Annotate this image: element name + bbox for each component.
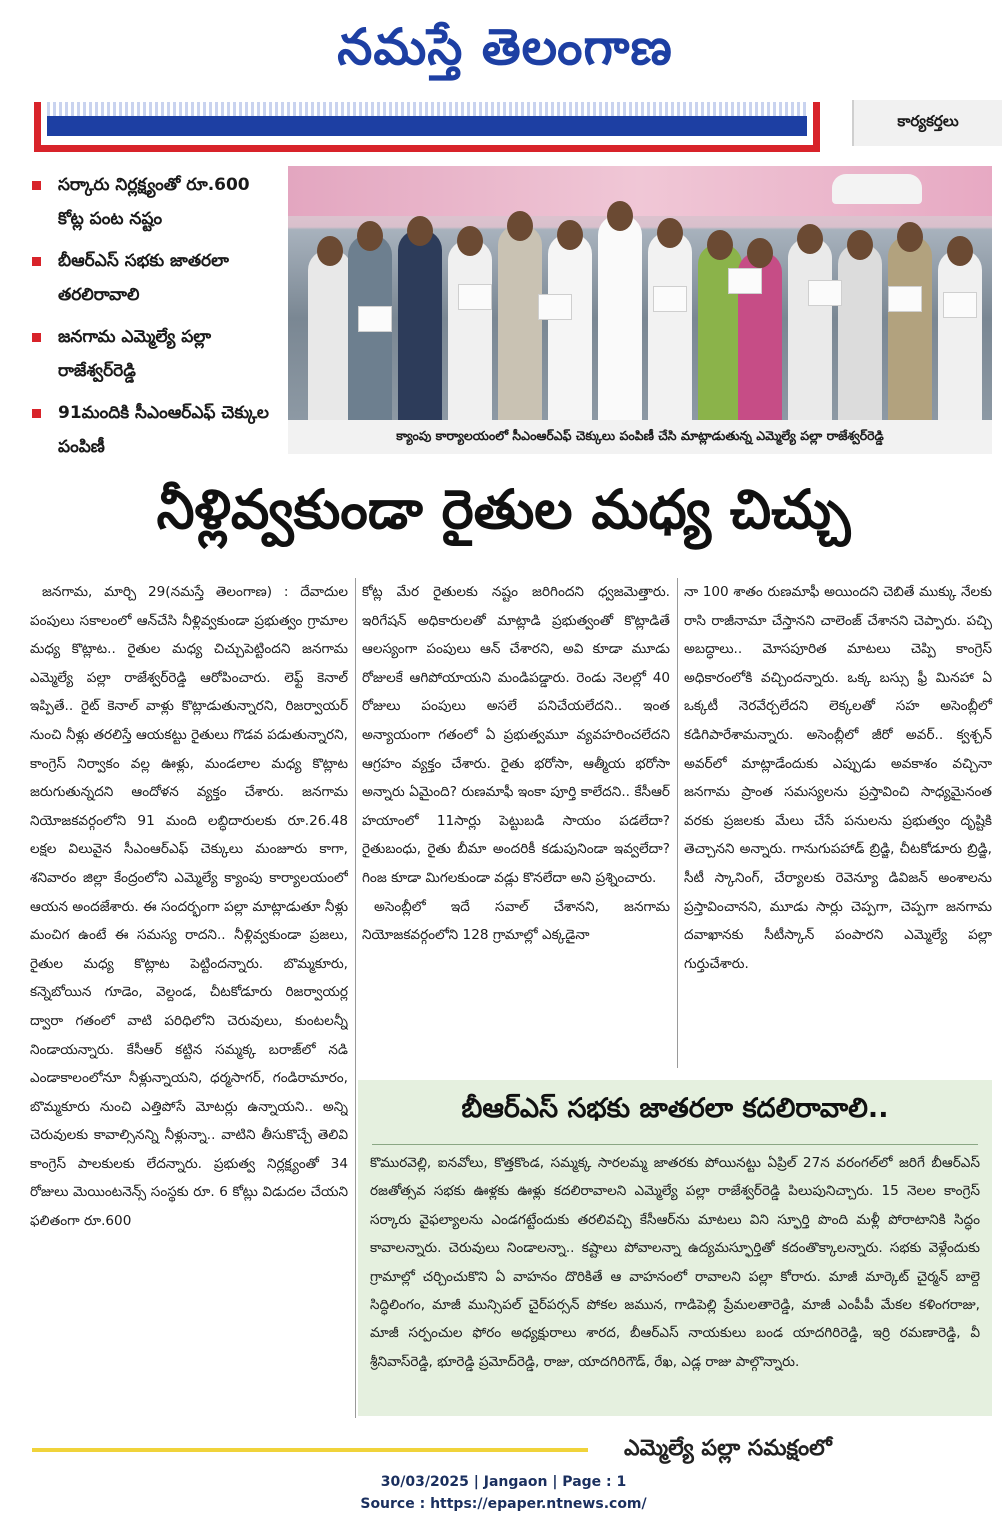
- masthead-bar: [34, 102, 820, 152]
- footer-source[interactable]: Source : https://epaper.ntnews.com/: [360, 1496, 647, 1512]
- highlight-item: [32, 396, 280, 464]
- photo-person: [648, 232, 692, 420]
- highlight-text: జనగామ ఎమ్మెల్యే పల్లా రాజేశ్వర్‌రెడ్డి: [58, 327, 212, 381]
- masthead-title: నమస్తే తెలంగాణ: [337, 17, 673, 76]
- photo-head: [457, 226, 483, 256]
- photo-head: [357, 221, 383, 251]
- article-paragraph: జనగామ, మార్చి 29(నమస్తే తెలంగాణ) : దేవాదుల పంపులు సకాలంలో ఆన్‌చేసి నీళ్లివ్వకుండా ప్రభుత్వం గ్రామాల మధ్య కొట్లాట.. రైతుల మధ్య చిచ్చుపెట్టిందని జనగామ ఎమ్మెల్యే పల్లా రాజేశ్వర్‌రెడ్డి ఆరోపించారు. లెఫ్ట్ కెనాల్ ఇప్పితే.. రైట్ కెనాల్ వాళ్లు కొట్లాడుతున్నారని, రిజర్వాయర్ నుంచి నీళ్లు తరలిస్తే ఆయకట్టు రైతులు గొడవ పడుతున్నారని, కాంగ్రెస్ నిర్వాకం వల్ల ఊళ్లు, మండలాల మధ్య కొట్లాట జరుగుతున్నదని ఆందోళన వ్యక్తం చేశారు. జనగామ నియోజకవర్గంలోని 91 మంది లబ్ధిదారులకు రూ.26.48 లక్షల విలువైన సీఎంఆర్‌ఎఫ్ చెక్కులు మంజూరు కాగా, శనివారం జిల్లా కేంద్రంలోని ఎమ్మెల్యే క్యాంపు కార్యాలయంలో ఆయన అందజేశారు. ఈ సందర్భంగా పల్లా మాట్లాడుతూ నీళ్లు మంచిగ ఉంటే ఈ సమస్య రాదని.. నీళ్లివ్వకుండా ప్రజలు, రైతుల మధ్య కొట్లాట పెట్టిందన్నారు. బొమ్మకూరు, కన్నెబోయిన గూడెం, వెల్దండ, చీటకోడూరు రిజర్వాయర్ల ద్వారా గతంలో వాటి పరిధిలోని చెరువులు, కుంటలన్నీ నిండాయన్నారు. కేసీఆర్ కట్టిన సమ్మక్క బరాజ్‌లో నడి ఎండాకాలంలోనూ నీళ్లున్నాయని, ధర్మసాగర్, గండిరామారం, బొమ్మకూరు నుంచి ఎత్తిపోసే మోటర్లు ఉన్నాయని.. అన్ని చెరువులకు కావాల్సినన్ని నీళ్లున్నా.. వాటిని తీసుకొచ్చే తెలివి కాంగ్రెస్ పాలకులకు లేదన్నారు. ప్రభుత్వ నిర్లక్ష్యంతో 34 రోజులు మెయింటనెన్స్ సంస్థకు రూ. 6 కోట్లు విడుదల చేయని ఫలితంగా రూ.600: [30, 584, 348, 1230]
- photo-certificate: [538, 294, 572, 320]
- article-column-2: [362, 578, 670, 950]
- photo-certificate: [888, 286, 922, 312]
- photo-person: [308, 250, 352, 420]
- sidebox-title: బీఆర్‌ఎస్ సభకు జాతరలా కదలిరావాలి..: [461, 1093, 889, 1124]
- bullet-icon: [32, 181, 41, 190]
- photo-certificate: [653, 286, 687, 312]
- photo-head: [947, 236, 973, 266]
- photo-head: [797, 224, 823, 254]
- photo-certificate: [728, 268, 762, 294]
- photo-certificate: [943, 292, 977, 318]
- photo-person: [938, 250, 982, 420]
- footer-rule: [32, 1448, 588, 1452]
- photo-car: [832, 174, 922, 204]
- photo-head: [657, 218, 683, 248]
- bullet-icon: [32, 333, 41, 342]
- article-column-3: [684, 578, 992, 978]
- photo-certificate: [808, 280, 842, 306]
- sidebox-text: కొమురవెల్లి, ఐనవోలు, కొత్తకొండ, సమ్మక్క సారలమ్మ జాతరకు పోయినట్టు ఏప్రిల్ 27న వరంగల్‌లో జరిగే బీఆర్‌ఎస్ రజతోత్సవ సభకు ఊళ్లకు ఊళ్లు కదలిరావాలని ఎమ్మెల్యే పల్లా రాజేశ్వర్‌రెడ్డి పిలుపునిచ్చారు. 15 నెలల కాంగ్రెస్ సర్కారు వైఫల్యాలను ఎండగట్టేందుకు తరలివచ్చి కేసీఆర్‌ను మాటలు విని స్ఫూర్తి పొంది మళ్లీ పోరాటానికి సిద్ధం కావాలన్నారు. చెరువులు నిండాలన్నా.. కష్టాలు పోవాలన్నా ఉద్యమస్ఫూర్తితో కదంతొక్కాలన్నారు. సభకు వెళ్లేందుకు గ్రామాల్లో చర్చించుకొని ఏ వాహనం దొరికితే ఆ వాహనంలో రావాలని పల్లా కోరారు. మాజీ మార్కెట్ చైర్మన్ బాల్దె సిద్ధిలింగం, మాజీ మున్సిపల్ చైర్‌పర్సన్ పోకల జమున, గాడిపెల్లి ప్రేమలతారెడ్డి, మాజీ ఎంపీపీ మేకల కళింగరాజు, మాజీ సర్పంచుల ఫోరం అధ్యక్షురాలు శారద, బీఆర్‌ఎస్ నాయకులు బండ యాదగిరిరెడ్డి, ఇర్రి రమణారెడ్డి, వీ శ్రీనివాస్‌రెడ్డి, భూరెడ్డి ప్రమోద్‌రెడ్డి, రాజు, యాదగిరిగౌడ్, రేఖ, ఎడ్ల రాజు పాల్గొన్నారు.: [370, 1155, 980, 1370]
- photo-person: [498, 225, 542, 420]
- photo-person: [398, 230, 442, 420]
- photo-certificate: [458, 284, 492, 310]
- column-divider: [355, 578, 356, 1418]
- bullet-icon: [32, 257, 41, 266]
- photo-person: [888, 236, 932, 420]
- photo-head: [847, 230, 873, 260]
- article-paragraph: కోట్ల మేర రైతులకు నష్టం జరిగిందని ధ్వజమెత్తారు. ఇరిగేషన్ అధికారులతో మాట్లాడి ప్రభుత్వంతో కొట్లాడితే ఆలస్యంగా పంపులు ఆన్ చేశారని, అవి కూడా మూడు రోజులకే ఆగిపోయాయని మండిపడ్డారు. రెండు నెలల్లో 40 రోజులు పంపులు అసలే పనిచేయలేదని.. ఇంత అన్యాయంగా గతంలో ఏ ప్రభుత్వమూ వ్యవహరించలేదని ఆగ్రహం వ్యక్తం చేశారు. రైతు భరోసా, ఆత్మీయ భరోసా అన్నారు ఏమైంది? రుణమాఫీ ఇంకా పూర్తి కాలేదని.. కేసీఆర్ హయాంలో 11సార్లు పెట్టుబడి సాయం పడలేదా? రైతుబంధు, రైతు బీమా అందరికీ కడుపునిండా ఇవ్వలేదా? గింజ కూడా మిగలకుండా వడ్లు కొనలేదా అని ప్రశ్నించారు.: [362, 584, 670, 886]
- article-paragraph: అసెంబ్లీలో ఇదే సవాల్ చేశానని, జనగామ నియోజకవర్గంలోని 128 గ్రామాల్లో ఎక్కడైనా: [362, 898, 670, 944]
- section-tag: కార్యకర్తలు: [852, 100, 1002, 146]
- article-column-1: [30, 578, 348, 1416]
- article-paragraph: నా 100 శాతం రుణమాఫీ అయిందని చెబితే ముక్కు నేలకు రాసి రాజీనామా చేస్తానని చాలెంజ్ చేశానని చెప్పారు. పచ్చి అబద్ధాలు.. మోసపూరిత మాటలు చెప్పి కాంగ్రెస్ అధికారంలోకి వచ్చిందన్నారు. ఒక్క బస్సు ఫ్రీ మినహా ఏ ఒక్కటీ నెరవేర్చలేదని లెక్కలతో సహ అసెంబ్లీలో కడిగిపారేశామన్నారు. అసెంబ్లీలో జీరో అవర్.. క్వశ్చన్ అవర్‌లో మాట్లాడేందుకు ఎప్పుడు అవకాశం వచ్చినా జనగామ ప్రాంత సమస్యలను ప్రస్తావించి సాధ్యమైనంత వరకు ప్రజలకు మేలు చేసే పనులను ప్రభుత్వం దృష్టికి తెచ్చానని అన్నారు. గానుగుపహాడ్ బ్రిడ్జి, చీటకోడూరు బ్రిడ్జి, సీటీ స్కానింగ్, చేర్యాలకు రెవెన్యూ డివిజన్ అంశాలను ప్రస్తావించానని, మూడు సార్లు చెప్పగా, చెప్పగా జనగామ దవాఖానకు సీటీస్కాన్ పంపారని ఎమ్మెల్యే పల్లా గుర్తుచేశారు.: [684, 584, 992, 972]
- photo-person: [448, 240, 492, 420]
- highlight-item: [32, 168, 280, 236]
- news-photo: [288, 166, 992, 420]
- highlight-item: [32, 244, 280, 312]
- sidebox: [358, 1080, 992, 1416]
- photo-head: [507, 211, 533, 241]
- bullet-icon: [32, 409, 41, 418]
- masthead-bar-stripe: [47, 102, 807, 116]
- column-divider: [677, 578, 678, 1068]
- photo-person: [548, 234, 592, 420]
- photo-person: [788, 238, 832, 420]
- sidebox-rule: [372, 1144, 978, 1145]
- highlight-text: సర్కారు నిర్లక్ష్యంతో రూ.600 కోట్ల పంట నష్టం: [58, 175, 250, 229]
- photo-head: [747, 238, 773, 268]
- highlight-item: [32, 320, 280, 388]
- photo-head: [607, 201, 633, 231]
- highlight-text: బీఆర్‌ఎస్ సభకు జాతరలా తరలిరావాలి: [58, 251, 229, 305]
- photo-caption: క్యాంపు కార్యాలయంలో సీఎంఆర్‌ఎఫ్ చెక్కులు పంపిణీ చేసి మాట్లాడుతున్న ఎమ్మెల్యే పల్లా రాజేశ్వర్‌రెడ్డి: [288, 420, 992, 454]
- photo-head: [557, 220, 583, 250]
- photo-certificate: [358, 306, 392, 332]
- highlights-list: [32, 168, 280, 472]
- main-headline: నీళ్లివ్వకుండా రైతుల మధ్య చిచ్చు: [156, 477, 851, 541]
- photo-person: [598, 215, 642, 420]
- photo-person: [838, 244, 882, 420]
- masthead-bar-blue: [47, 116, 807, 136]
- photo-head: [407, 216, 433, 246]
- next-story-teaser: ఎమ్మెల్యే పల్లా సమక్షంలో: [624, 1436, 832, 1461]
- footer-edition: 30/03/2025 | Jangaon | Page : 1: [380, 1474, 627, 1490]
- photo-head: [707, 230, 733, 260]
- highlight-text: 91మందికి సీఎంఆర్‌ఎఫ్ చెక్కుల పంపిణీ: [58, 403, 269, 457]
- photo-head: [897, 222, 923, 252]
- photo-head: [317, 236, 343, 266]
